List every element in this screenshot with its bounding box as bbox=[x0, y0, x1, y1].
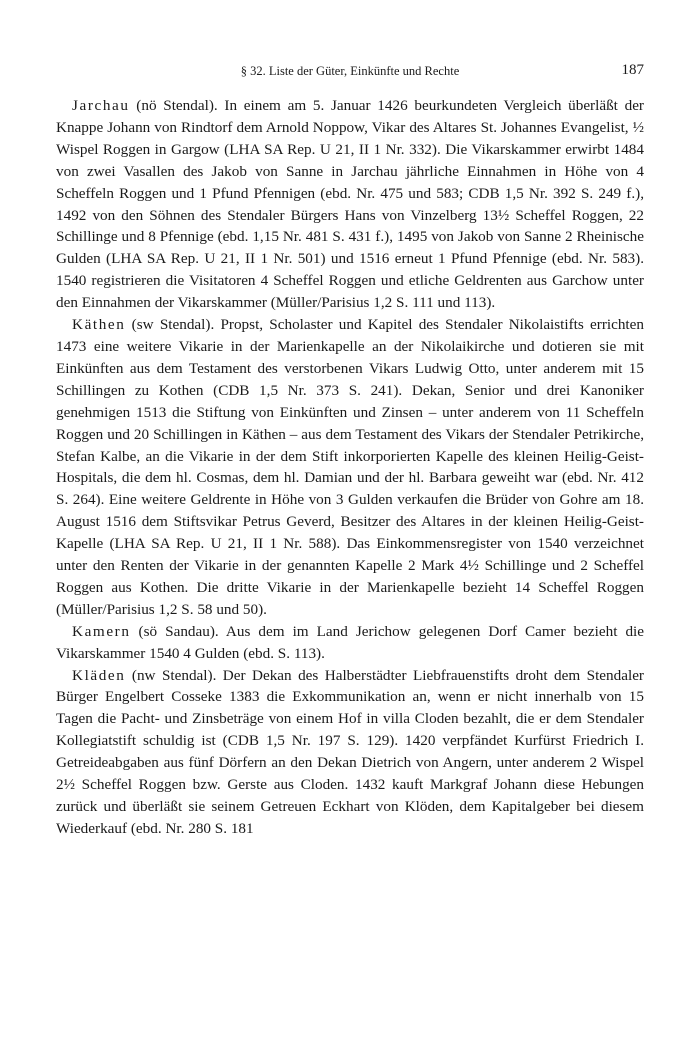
entry-lemma: Kamern bbox=[72, 622, 131, 640]
entry-kamern bbox=[56, 621, 644, 665]
entry-lemma: Jarchau bbox=[72, 97, 130, 114]
entry-klaeden bbox=[56, 665, 644, 840]
entry-text: (nö Stendal). In einem am 5. Januar 1426 beurkundeten Vergleich überläßt der Knappe Johann von Rindtorf dem Arnold Noppow, Vikar des Altares St. Johannes Evangelist, ½ Wispel Roggen in Gargow (LHA SA Rep. U 21, II 1 Nr. 332). Die Vikarskammer erwirbt 1484 von zwei Vasallen des Jakob von Sanne in Jarchau jährliche Einnahmen in Höhe von 4 Scheffeln Roggen und 1 Pfund Pfennigen (ebd. Nr. 475 und 583; CDB 1,5 Nr. 392 S. 249 f.), 1492 von den Söhnen des Stendaler Bürgers Hans von Vinzelberg 13½ Scheffel Roggen, 22 Schillinge und 8 Pfennige (ebd. 1,15 Nr. 481 S. 431 f.), 1495 von Jakob von Sanne 2 Rheinische Gulden (LHA SA Rep. U 21, II 1 Nr. 501) und 1516 erneut 1 Pfund Pfennige (ebd. Nr. 583). 1540 registrieren die Visitatoren 4 Scheffel Roggen und etliche Geldrenten aus Garchow unter den Einnahmen der Vikarskammer (Müller/Parisius 1,2 S. 111 und 113). bbox=[56, 97, 644, 312]
entry-text: (nw Stendal). Der Dekan des Halberstädter Liebfrauenstifts droht dem Stendaler Bürger Engelbert Cosseke 1383 die Exkommunikation an, wenn er nicht innerhalb von 15 Tagen die Pacht- und Zinsbeträge von einem Hof in villa Cloden bezahlt, die er dem Stendaler Kollegiatstift schuldig ist (CDB 1,5 Nr. 197 S. 129). 1420 verpfändet Kurfürst Friedrich I. Getreideabgaben aus fünf Dörfern an den Dekan Dietrich von Angern, unter anderem 2 Wispel 2½ Scheffel Roggen bzw. Gerste aus Cloden. 1432 kauft Markgraf Johann diese Hebungen zurück und überläßt sie seinem Getreuen Eckhart von Klöden, dem Kapitalgeber bei diesem Wiederkauf (ebd. Nr. 280 S. 181 bbox=[56, 666, 644, 837]
page-number: 187 bbox=[621, 62, 644, 78]
entry-lemma: Kläden bbox=[72, 666, 126, 684]
entry-lemma: Käthen bbox=[72, 316, 126, 334]
entry-kaethen bbox=[56, 314, 644, 621]
entry-text: (sw Stendal). Propst, Scholaster und Kapitel des Stendaler Nikolaistifts errichten 1473 eine weitere Vikarie in der Marienkapelle an der Nikolaikirche und dotieren sie mit Einkünften aus dem Testament des verstorbenen Vikars Ludwig Otto, unter anderem mit 15 Schillingen zu Kothen (CDB 1,5 Nr. 373 S. 241). Dekan, Senior und drei Kanoniker genehmigen 1513 die Stiftung von Einkünften und Zinsen – unter anderem von 11 Scheffeln Roggen und 20 Schillingen in Käthen – aus dem Testament des Vikars der Stendaler Petrikirche, Stefan Kalbe, an die Vikarie in der dem Stift inkorporierten Kapelle des kleinen Heilig-Geist-Hospitals, die dem hl. Cosmas, dem hl. Damian und der hl. Barbara geweiht war (ebd. Nr. 412 S. 264). Eine weitere Geldrente in Höhe von 3 Gulden verkaufen die Brüder von Gohre am 18. August 1516 dem Stiftsvikar Petrus Geverd, Besitzer des Altares in der kleinen Heilig-Geist-Kapelle (LHA SA Rep. U 21, II 1 Nr. 588). Das Einkommensregister von 1540 verzeichnet unter den Renten der Vikarie in der genannten Kapelle 2 Mark 4½ Schillinge und 2 Scheffel Roggen aus Kothen. Die dritte Vikarie in der Marienkapelle bezieht 14 Scheffel Roggen (Müller/Parisius 1,2 S. 58 und 50). bbox=[56, 316, 644, 618]
page-header bbox=[56, 62, 644, 82]
running-head: § 32. Liste der Güter, Einkünfte und Rechte bbox=[240, 64, 460, 78]
body-text bbox=[56, 95, 644, 840]
entry-text: (sö Sandau). Aus dem im Land Jerichow gelegenen Dorf Camer bezieht die Vikarskammer 1540 4 Gulden (ebd. S. 113). bbox=[56, 622, 644, 662]
entry-jarchau bbox=[56, 95, 644, 314]
